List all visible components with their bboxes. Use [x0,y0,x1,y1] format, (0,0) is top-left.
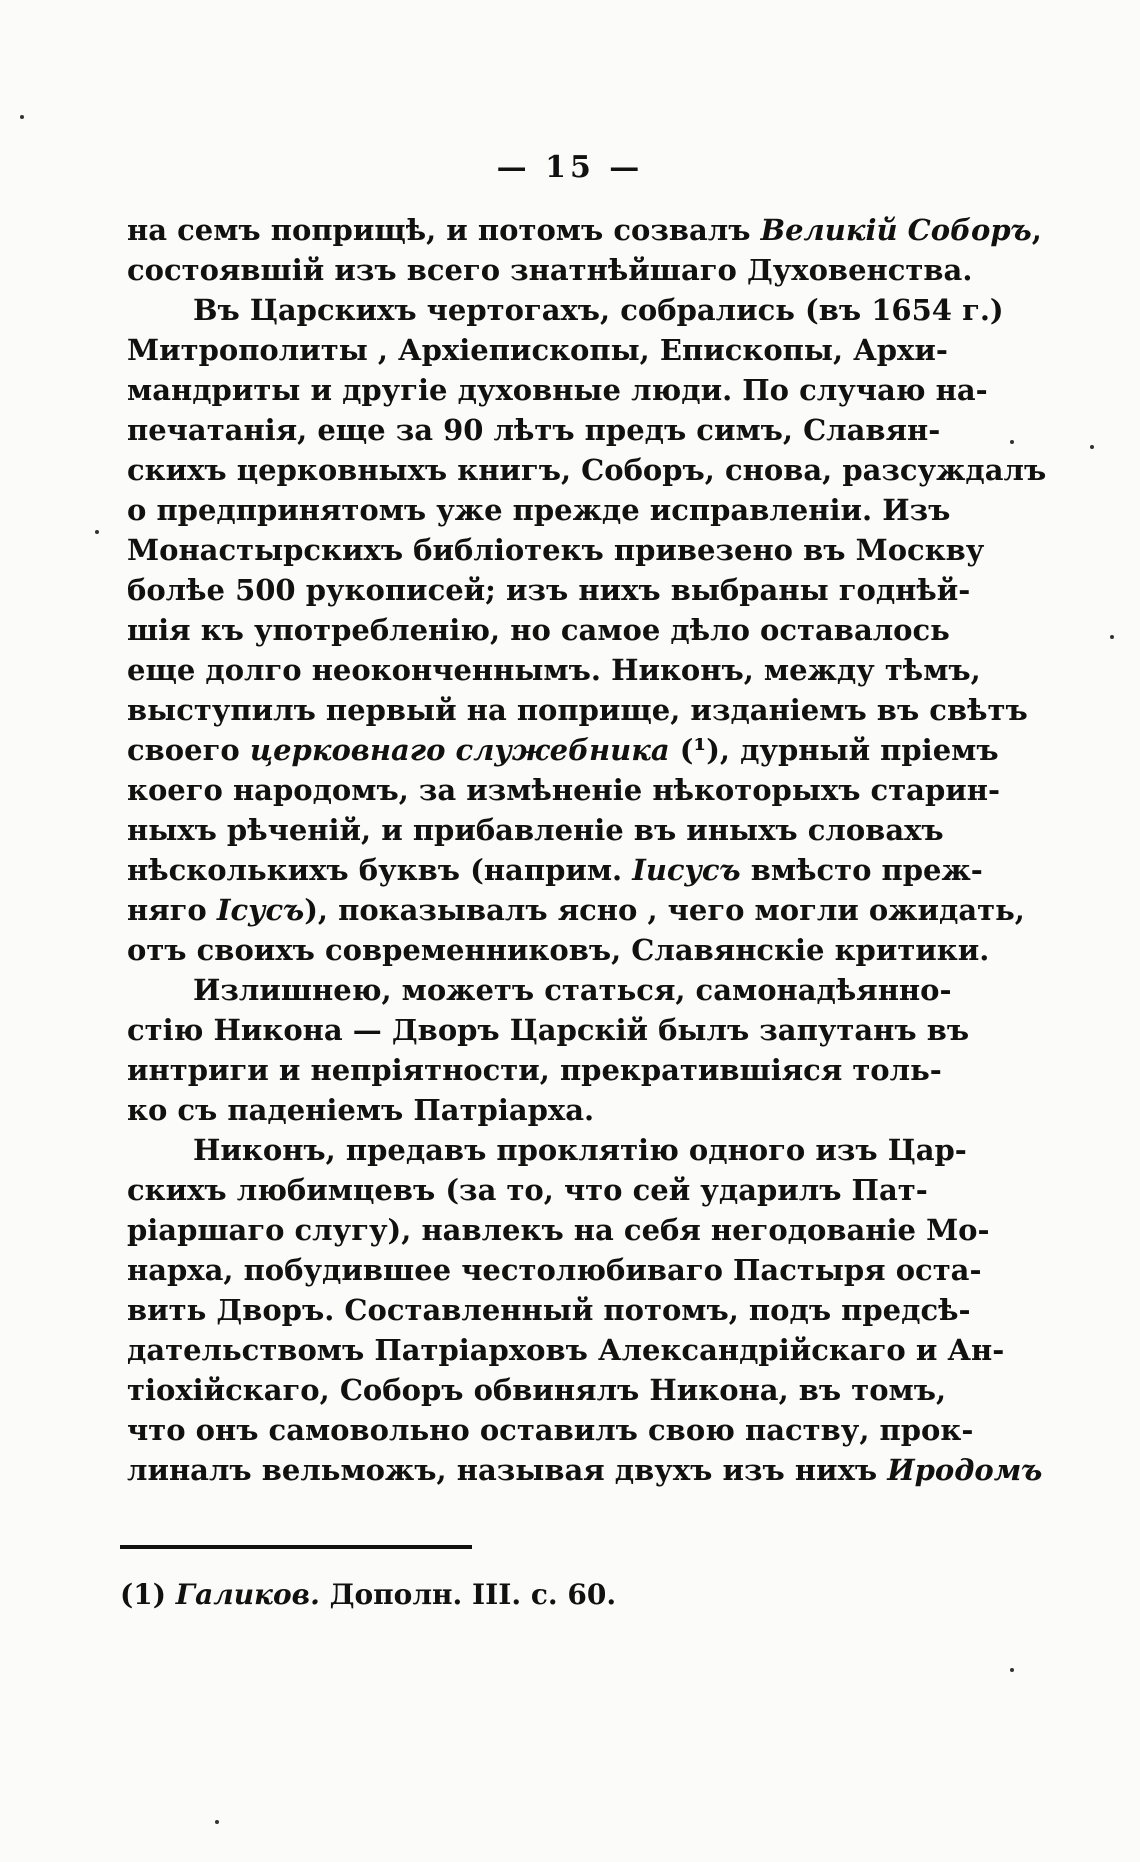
text-line [127,210,1042,250]
text-line [127,1370,947,1410]
line-text: нѣсколькихъ буквъ (наприм. [127,853,633,887]
paper-speck [1110,635,1114,639]
text-line [127,1290,971,1330]
footnote-marker: (1) [120,1578,166,1611]
paper-speck [1010,1668,1014,1672]
text-line [127,570,971,610]
text-line [127,450,1047,490]
text-line [127,730,999,770]
line-text: болѣе 500 рукописей; изъ нихъ выбраны годнѣй- [127,573,971,607]
line-text: Въ Царскихъ чертогахъ, собрались (въ 1654 г.) [193,293,1004,327]
paper-speck [20,115,24,119]
paper-speck [215,1820,219,1824]
page-number: — 15 — [496,150,644,185]
paper-speck [95,530,99,534]
line-text: дательствомъ Патріарховъ Александрійскаго и Ан- [127,1333,1005,1367]
line-italic: Іисусъ [632,853,741,887]
paper-speck [1010,440,1014,444]
line-text: своего [127,733,250,767]
text-line [127,610,950,650]
text-line [127,490,951,530]
footnote-author: Галиков. [175,1578,320,1611]
line-text: отъ своихъ современниковъ, Славянскіе критики. [127,933,990,967]
line-text: состоявшій изъ всего знатнѣйшаго Духовенства. [127,253,973,287]
footnote-divider [120,1545,472,1549]
text-line [127,250,973,290]
text-line [127,930,990,970]
line-text: линалъ вельможъ, называя двухъ изъ нихъ [127,1453,888,1487]
text-line [127,650,981,690]
line-italic: Ісусъ [216,893,305,927]
text-line [127,890,1025,930]
line-italic: церковнаго служебника [249,733,670,767]
text-line [127,1010,970,1050]
footnote [120,1578,616,1611]
line-text: коего народомъ, за измѣненіе нѣкоторыхъ старин- [127,773,1001,807]
text-line [127,1170,928,1210]
line-text: вить Дворъ. Составленный потомъ, подъ предсѣ- [127,1293,971,1327]
text-line [127,690,1028,730]
text-line [127,290,1004,330]
line-after: , [1031,213,1042,247]
paper-speck [1090,445,1094,449]
line-text: что онъ самовольно оставилъ свою паству, прок- [127,1413,974,1447]
line-text: Никонъ, предавъ проклятію одного изъ Цар- [193,1133,967,1167]
line-text: интриги и непріятности, прекратившіяся толь- [127,1053,942,1087]
text-line [127,410,941,450]
line-italic: Великій Соборъ [760,213,1032,247]
line-text: на семъ поприщѣ, и потомъ созвалъ [127,213,761,247]
line-text: Монастырскихъ библіотекъ привезено въ Москву [127,533,985,567]
text-line [127,1250,982,1290]
text-line [127,370,988,410]
text-line [127,1450,1043,1490]
line-text: скихъ любимцевъ (за то, что сей ударилъ Пат- [127,1173,928,1207]
text-line [127,1330,1005,1370]
line-after: ), показывалъ ясно , чего могли ожидать, [304,893,1025,927]
line-text: нарха, побудившее честолюбиваго Пастыря оста- [127,1253,982,1287]
line-text: ріаршаго слугу), навлекъ на себя негодованіе Мо- [127,1213,990,1247]
text-line [127,530,985,570]
line-text: еще долго неоконченнымъ. Никонъ, между тѣмъ, [127,653,981,687]
text-line [127,1130,967,1170]
footnote-reference: Дополн. III. с. 60. [319,1578,617,1611]
line-italic: Иродомъ [887,1453,1043,1487]
line-after: вмѣсто преж- [740,853,983,887]
line-text: Митрополиты , Архіепископы, Епископы, Архи- [127,333,948,367]
line-text: скихъ церковныхъ книгъ, Соборъ, снова, разсуждалъ [127,453,1047,487]
line-text: Излишнею, можетъ статься, самонадѣянно- [193,973,952,1007]
line-after: (¹), дурный пріемъ [669,733,999,767]
line-text: стію Никона — Дворъ Царскій былъ запутанъ въ [127,1013,970,1047]
text-line [127,770,1001,810]
line-text: выступилъ первый на поприще, изданіемъ въ свѣтъ [127,693,1028,727]
text-line [127,1050,942,1090]
text-line [127,1410,974,1450]
line-text: няго [127,893,217,927]
text-line [127,970,952,1010]
line-text: печатанія, еще за 90 лѣтъ предъ симъ, Славян- [127,413,941,447]
line-text: шія къ употребленію, но самое дѣло оставалось [127,613,950,647]
text-line [127,1090,901,1130]
main-text [127,210,1047,1490]
text-line [127,330,948,370]
line-text: мандриты и другіе духовные люди. По случаю на- [127,373,988,407]
line-text: тіохійскаго, Соборъ обвинялъ Никона, въ томъ, [127,1373,947,1407]
text-line [127,1210,990,1250]
line-text: о предпринятомъ уже прежде исправленіи. Изъ [127,493,951,527]
line-text: ко съ паденіемъ Патріарха. [127,1093,595,1127]
line-text: ныхъ рѣченій, и прибавленіе въ иныхъ словахъ [127,813,944,847]
text-line [127,850,983,890]
text-line [127,810,944,850]
